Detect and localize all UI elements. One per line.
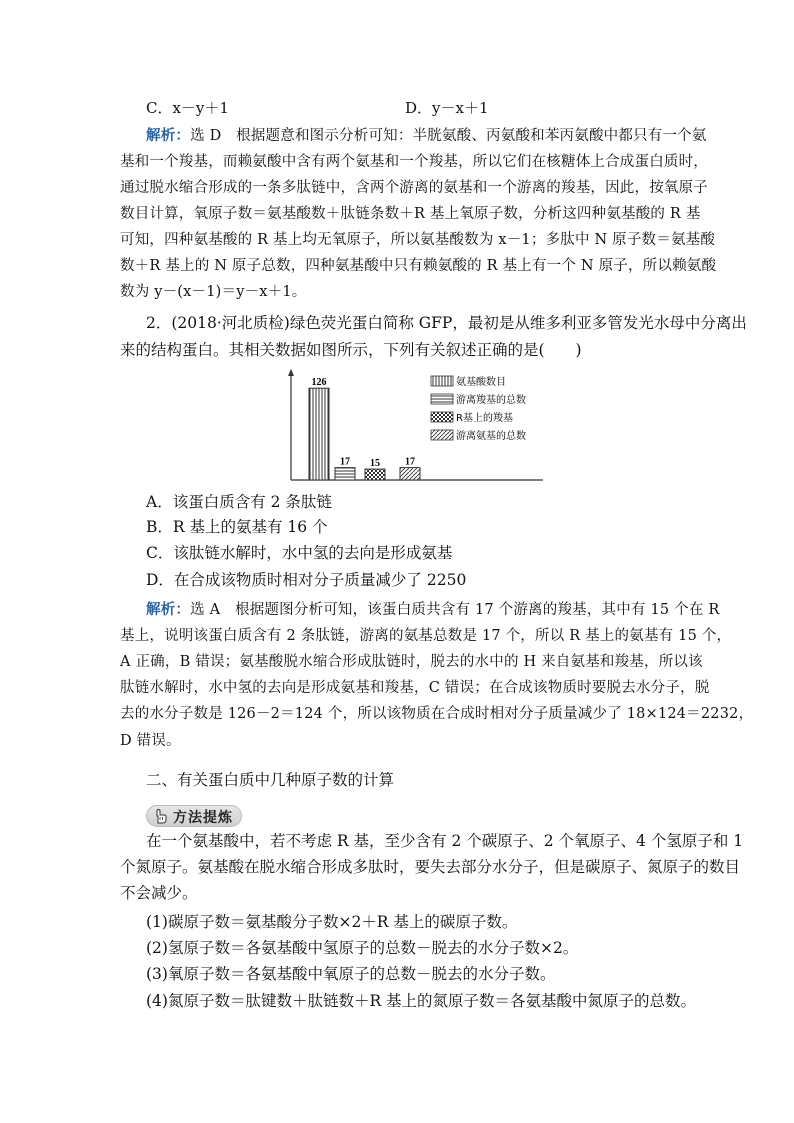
legend-label: 游离羧基的总数 <box>456 395 526 406</box>
explanation-line: 数为 y－(x－1)＝y－x＋1。 <box>120 284 307 300</box>
legend-swatch <box>431 412 453 422</box>
bar-1 <box>309 388 329 480</box>
bar-4 <box>400 468 420 480</box>
legend-swatch <box>431 394 453 404</box>
badge-label: 方法提炼 <box>173 810 233 826</box>
explanation-line: 基上，说明该蛋白质含有 2 条肽链，游离的氨基总数是 17 个，所以 R 基上的氨基有 15 个， <box>120 628 732 644</box>
rule-item: (1)碳原子数＝氨基酸分子数×2＋R 基上的碳原子数。 <box>146 913 518 931</box>
option-d-prev: D．y－x＋1 <box>405 99 489 117</box>
bar-3 <box>365 469 385 480</box>
explanation-line: 数＋R 基上的 N 原子总数，四种氨基酸中只有赖氨酸的 R 基上有一个 N 原子，所以赖氨酸 <box>120 258 717 274</box>
intro-line: 不会减少。 <box>120 884 198 902</box>
legend-swatch <box>431 430 453 440</box>
bar-value-label: 17 <box>405 456 415 468</box>
explanation-line: 去的水分子数是 126－2＝124 个，所以该物质在合成时相对分子质量减少了 18×124＝2232， <box>120 706 754 722</box>
explanation-label: 解析： <box>146 601 191 618</box>
rule-item: (4)氮原子数＝肽键数＋肽链数＋R 基上的氮原子数＝各氨基酸中氮原子的总数。 <box>146 992 697 1010</box>
legend-swatch <box>431 376 453 386</box>
option-c-prev: C．x－y＋1 <box>146 99 229 117</box>
bar-chart <box>285 368 545 484</box>
explanation-line: 通过脱水缩合形成的一条多肽链中，含两个游离的氨基和一个游离的羧基，因此，按氧原子 <box>120 180 708 196</box>
pointing-hand-icon <box>153 808 169 824</box>
bar-value-label: 15 <box>370 458 380 470</box>
intro-line: 在一个氨基酸中，若不考虑 R 基，至少含有 2 个碳原子、2 个氧原子、4 个氢原子和 1 <box>146 832 744 850</box>
bar-value-label: 126 <box>311 377 327 389</box>
explanation-line: 选 D 根据题意和图示分析可知：半胱氨酸、丙氨酸和苯丙氨酸中都只有一个氨 <box>190 128 707 144</box>
option-d: D．在合成该物质时相对分子质量减少了 2250 <box>146 571 467 589</box>
explanation-line: A 正确，B 错误；氨基酸脱水缩合形成肽链时，脱去的水中的 H 来自氨基和羧基，所以该 <box>120 654 703 670</box>
explanation-line: 可知，四种氨基酸的 R 基上均无氧原子，所以氨基酸数为 x－1；多肽中 N 原子数＝氨基酸 <box>120 232 716 248</box>
bar-value-label: 17 <box>340 456 350 468</box>
method-badge <box>146 805 242 827</box>
option-c: C．该肽链水解时，水中氢的去向是形成氨基 <box>146 544 453 562</box>
explanation-line: 肽链水解时，水中氢的去向是形成氨基和羧基，C 错误；在合成该物质时要脱去水分子，脱 <box>120 680 710 696</box>
option-b: B．R 基上的氨基有 16 个 <box>146 518 328 536</box>
question-line: 来的结构蛋白。其相关数据如图所示，下列有关叙述正确的是( ) <box>120 341 582 359</box>
explanation-line: 数目计算，氧原子数＝氨基酸数＋肽链条数＋R 基上氧原子数，分析这四种氨基酸的 R 基 <box>120 206 701 222</box>
legend-label: 氨基酸数目 <box>456 377 506 388</box>
option-a: A．该蛋白质含有 2 条肽链 <box>146 493 332 511</box>
explanation-line: 选 A 根据题图分析可知，该蛋白质共含有 17 个游离的羧基，其中有 15 个在 R <box>190 602 720 618</box>
y-axis-arrow <box>288 369 294 376</box>
explanation-line: 基和一个羧基，而赖氨酸中含有两个氨基和一个羧基，所以它们在核糖体上合成蛋白质时， <box>120 154 708 170</box>
section-heading: 二、有关蛋白质中几种原子数的计算 <box>146 771 395 789</box>
explanation-label: 解析： <box>146 127 191 144</box>
rule-item: (2)氢原子数＝各氨基酸中氢原子的总数－脱去的水分子数×2。 <box>146 939 579 957</box>
legend-label: R基上的羧基 <box>456 413 513 424</box>
rule-item: (3)氧原子数＝各氨基酸中氧原子的总数－脱去的水分子数。 <box>146 965 556 983</box>
question-line: 2．(2018·河北质检)绿色荧光蛋白简称 GFP，最初是从维多利亚多管发光水母中分离出 <box>146 314 747 332</box>
intro-line: 个氮原子。氨基酸在脱水缩合形成多肽时，要失去部分水分子，但是碳原子、氮原子的数目 <box>120 858 741 876</box>
bar-2 <box>335 468 355 480</box>
explanation-line: D 错误。 <box>120 733 181 749</box>
legend-label: 游离氨基的总数 <box>456 431 526 442</box>
